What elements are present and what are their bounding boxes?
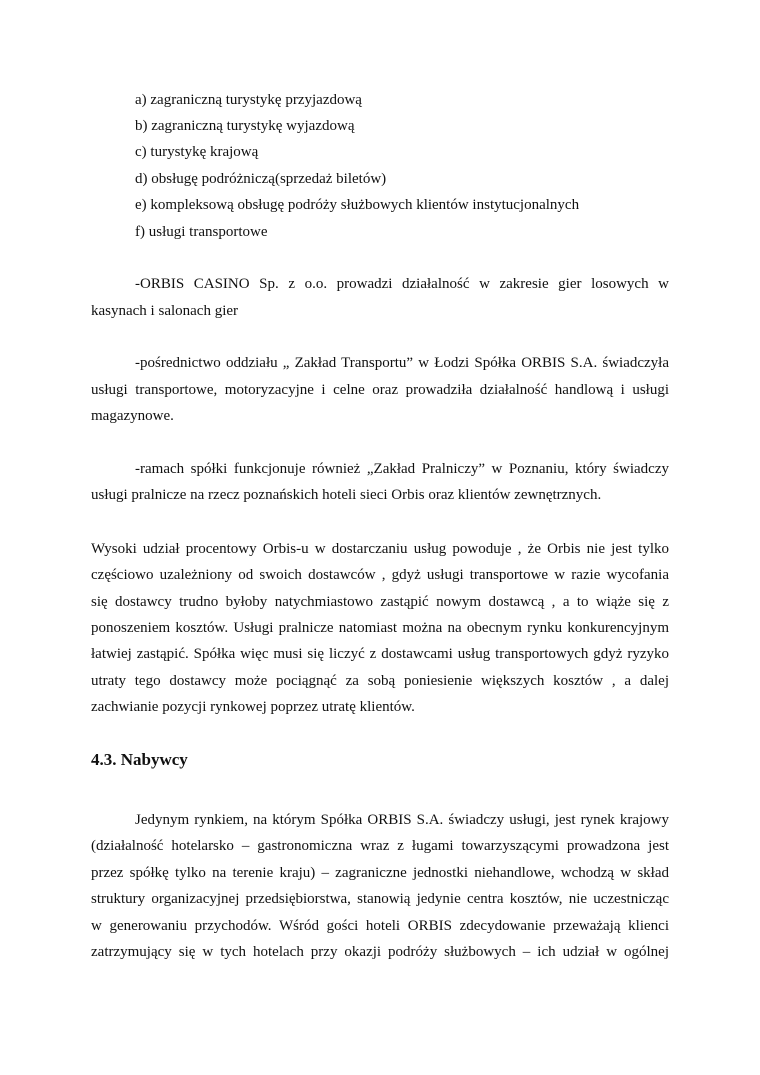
paragraph-laundry-line: usługi pralnicze na rzecz poznańskich hoteli sieci Orbis oraz klientów zewnętrznych. [91, 487, 602, 503]
section-heading: 4.3. Nabywcy [91, 750, 188, 769]
paragraph-buyers-line: struktury organizacyjnej przedsiębiorstwa, stanowią jedynie centra kosztów, nie uczestnicząc [91, 891, 669, 907]
paragraph-share-line: Wysoki udział procentowy Orbis-u w dostarczaniu usług powoduje , że Orbis nie jest tylko [91, 541, 669, 557]
list-item-f: f) usługi transportowe [135, 224, 268, 240]
paragraph-share-line: się dostawcy trudno byłoby natychmiastowo zastąpić nowym dostawcą , a to wiąże się z [91, 594, 669, 610]
paragraph-casino-line: -ORBIS CASINO Sp. z o.o. prowadzi działalność w zakresie gier losowych w [135, 276, 669, 292]
paragraph-casino-line: kasynach i salonach gier [91, 303, 239, 319]
list-item-e: e) kompleksową obsługę podróży służbowych klientów instytucjonalnych [135, 197, 580, 213]
list-item-a: a) zagraniczną turystykę przyjazdową [135, 92, 362, 108]
paragraph-share-line: częściowo uzależniony od swoich dostawców , gdyż usługi transportowe w razie wycofania [91, 567, 669, 583]
list-item-d: d) obsługę podróżniczą(sprzedaż biletów) [135, 171, 387, 187]
paragraph-share-line: zachwianie pozycji rynkowej poprzez utratę klientów. [91, 699, 415, 715]
paragraph-transport-line: usługi transportowe, motoryzacyjne i celne oraz prowadziła działalność handlową i usługi [91, 382, 669, 398]
paragraph-buyers-line: zatrzymujący się w tych hotelach przy okazji podróży służbowych – ich udział w ogólnej [91, 944, 669, 960]
paragraph-buyers-line: (działalność hotelarsko – gastronomiczna wraz z ługami towarzyszącymi prowadzona jest [91, 838, 669, 854]
list-item-b: b) zagraniczną turystykę wyjazdową [135, 118, 355, 134]
list-item-c: c) turystykę krajową [135, 144, 259, 160]
paragraph-buyers-line: w generowaniu przychodów. Wśród gości hoteli ORBIS zdecydowanie przeważają klienci [91, 918, 669, 934]
paragraph-buyers-line: przez spółkę tylko na terenie kraju) – zagraniczne jednostki niehandlowe, wchodzą w skład [91, 865, 669, 881]
paragraph-share-line: łatwiej zastąpić. Spółka więc musi się liczyć z dostawcami usług transportowych gdyż ryzyko [91, 646, 669, 662]
paragraph-transport-line: -pośrednictwo oddziału „ Zakład Transportu” w Łodzi Spółka ORBIS S.A. świadczyła [135, 355, 669, 371]
paragraph-buyers-line: Jedynym rynkiem, na którym Spółka ORBIS S.A. świadczy usługi, jest rynek krajowy [135, 812, 669, 828]
paragraph-laundry-line: -ramach spółki funkcjonuje również „Zakład Pralniczy” w Poznaniu, który świadczy [135, 461, 669, 477]
paragraph-share-line: ponoszeniem kosztów. Usługi pralnicze natomiast można na obecnym rynku konkurencyjnym [91, 620, 669, 636]
paragraph-share-line: utraty tego dostawcy może pociągnąć za sobą poniesienie większych kosztów , a dalej [91, 673, 669, 689]
paragraph-transport-line: magazynowe. [91, 408, 174, 424]
